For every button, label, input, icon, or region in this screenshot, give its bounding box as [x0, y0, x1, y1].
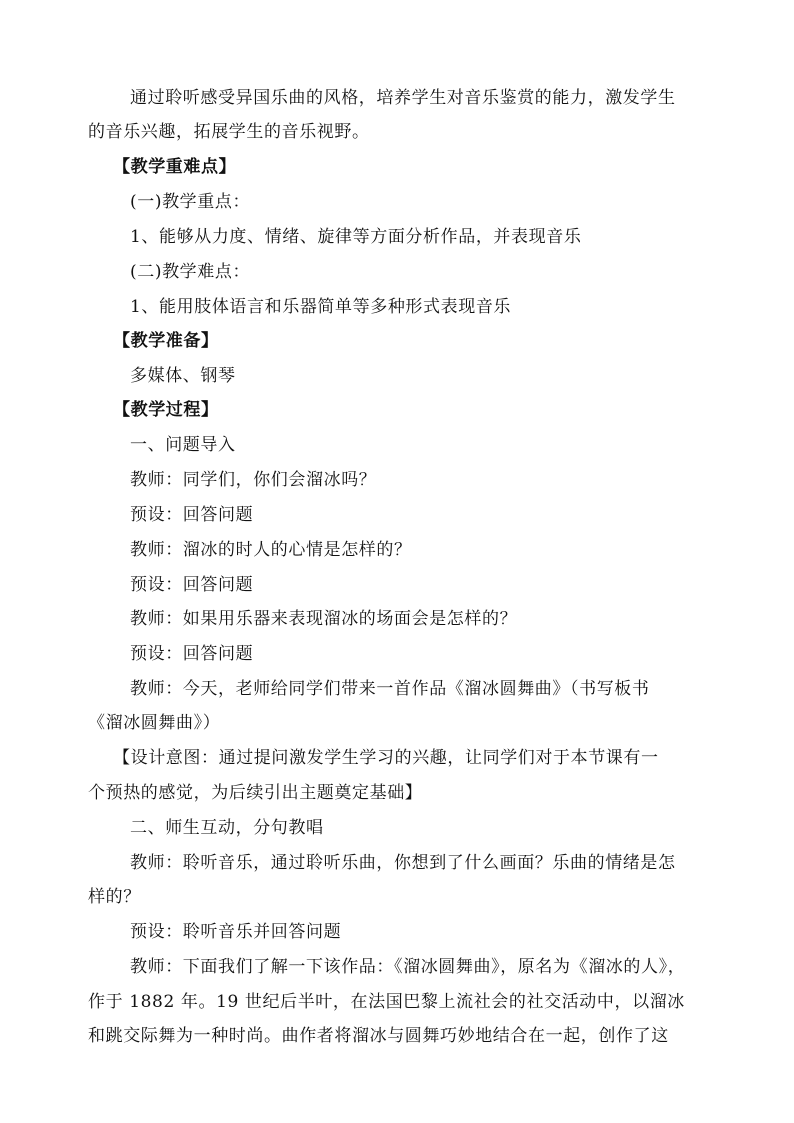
section-heading: 【教学准备】	[113, 331, 219, 351]
paragraph-line: 和跳交际舞为一种时尚。曲作者将溜冰与圆舞巧妙地结合在一起，创作了这	[88, 1026, 669, 1046]
paragraph-line: 1、能用肢体语言和乐器简单等多种形式表现音乐	[130, 297, 512, 317]
dialogue-line: 教师：下面我们了解一下该作品：《溜冰圆舞曲》，原名为《溜冰的人》，	[130, 957, 686, 977]
design-intent-note: 个预热的感觉，为后续引出主题奠定基础】	[88, 783, 423, 803]
section-heading: 【教学重难点】	[113, 157, 237, 177]
subsection-heading: (二)教学难点：	[130, 262, 251, 282]
design-intent-note: 【设计意图：通过提问激发学生学习的兴趣，让同学们对于本节课有一	[113, 748, 659, 768]
subsection-heading: (一)教学重点：	[130, 192, 251, 212]
dialogue-line: 预设：回答问题	[130, 505, 254, 525]
paragraph-line: 多媒体、钢琴	[130, 366, 236, 386]
dialogue-line: 预设：回答问题	[130, 644, 254, 664]
paragraph-line: 通过聆听感受异国乐曲的风格，培养学生对音乐鉴赏的能力，激发学生	[130, 88, 676, 108]
dialogue-line: 《溜冰圆舞曲》）	[88, 713, 221, 733]
subsection-heading: 一、问题导入	[130, 435, 236, 455]
dialogue-line: 教师：同学们，你们会溜冰吗？	[130, 470, 377, 490]
section-heading: 【教学过程】	[113, 400, 219, 420]
paragraph-line: 作于 1882 年。19 世纪后半叶，在法国巴黎上流社会的社交活动中，以溜冰	[88, 992, 685, 1012]
dialogue-line: 教师：溜冰的时人的心情是怎样的？	[130, 540, 412, 560]
subsection-heading: 二、师生互动，分句教唱	[130, 818, 324, 838]
paragraph-line: 的音乐兴趣，拓展学生的音乐视野。	[88, 122, 370, 142]
dialogue-line: 教师：如果用乐器来表现溜冰的场面会是怎样的？	[130, 609, 518, 629]
dialogue-line: 预设：聆听音乐并回答问题	[130, 922, 342, 942]
paragraph-line: 1、能够从力度、情绪、旋律等方面分析作品，并表现音乐	[130, 227, 582, 247]
dialogue-line: 教师：今天，老师给同学们带来一首作品《溜冰圆舞曲》（书写板书	[130, 679, 650, 699]
dialogue-line: 教师：聆听音乐，通过聆听乐曲，你想到了什么画面？乐曲的情绪是怎	[130, 853, 676, 873]
dialogue-line: 预设：回答问题	[130, 575, 254, 595]
dialogue-line: 样的？	[88, 887, 141, 907]
